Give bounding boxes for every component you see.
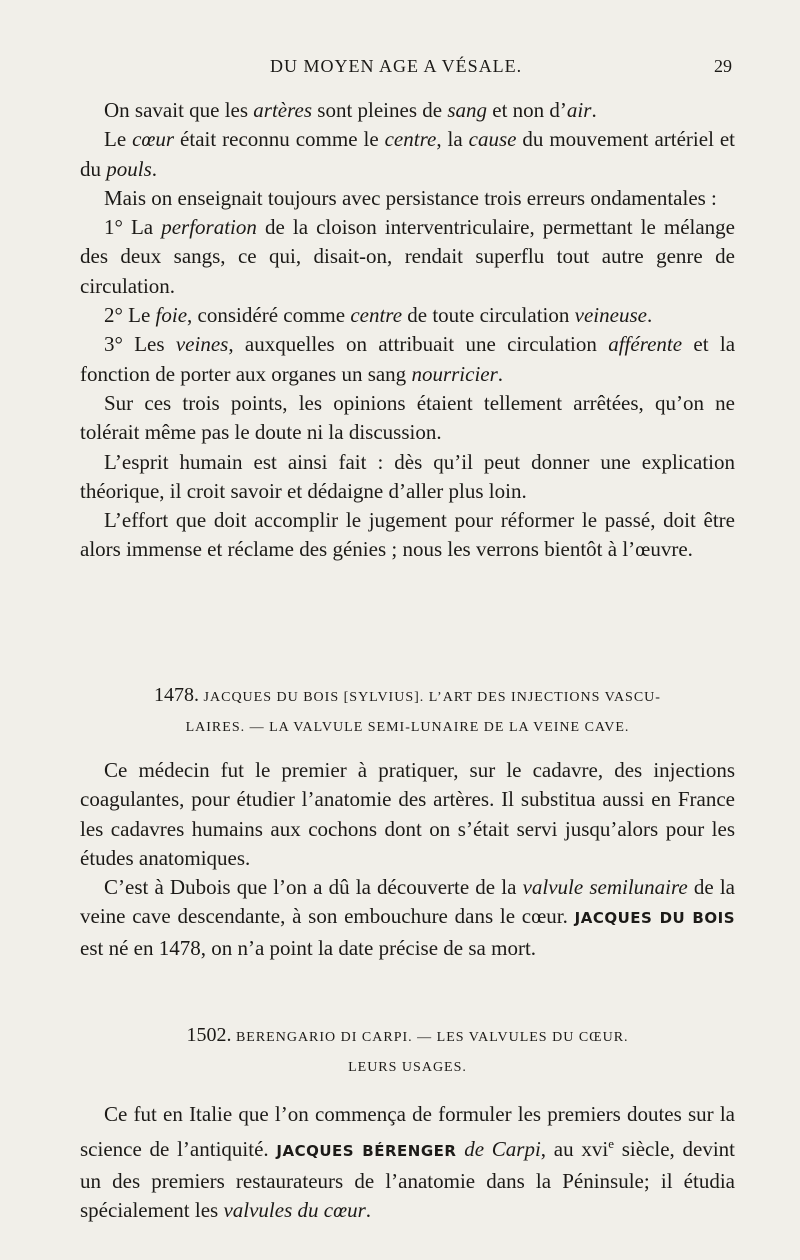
paragraph: Mais on enseignait toujours avec persistance trois erreurs ondamentales : (104, 185, 717, 210)
page-number: 29 (714, 56, 732, 76)
text-block-3 (80, 1100, 735, 1225)
paragraph: L’effort que doit accomplir le jugement pour réformer le passé, doit être alors immense et réclame des génies ; nous les verrons bientôt à l’œuvre. (80, 508, 735, 562)
paragraph: On savait que les artères sont pleines de sang et non d’air. (104, 98, 597, 122)
name-small-caps: JACQUES BÉRENGER (276, 1142, 457, 1161)
section-heading-line: 1502. BERENGARIO DI CARPI. — LES VALVULES DU CŒUR. (186, 1024, 629, 1046)
section-heading-line: 1478. JACQUES DU BOIS [SYLVIUS]. L’ART DES INJECTIONS VASCU- (154, 684, 661, 706)
paragraph: Ce médecin fut le premier à pratiquer, sur le cadavre, des injections coagulantes, pour étudier l’anatomie des artères. Il substitua aussi en France les cadavres humains aux cochons dont on s’était servi jusqu’alors pour les études anatomiques. (80, 758, 735, 870)
paragraph: 3° Les veines, auxquelles on attribuait une circulation afférente et la fonction de porter aux organes un sang nourricier. (80, 332, 736, 386)
section-year: 1478. (154, 684, 200, 706)
paragraph: C’est à Dubois que l’on a dû la découverte de la valvule semilunaire de la veine cave descendante, à son embouchure dans le cœur. JACQUES DU BOIS est né en 1478, on n’a point la date précise de sa mort. (80, 875, 736, 960)
paragraph: Sur ces trois points, les opinions étaient tellement arrêtées, qu’on ne tolérait même pas le doute ni la discussion. (80, 390, 735, 445)
paragraph: L’esprit humain est ainsi fait : dès qu’il peut donner une explication théorique, il croit savoir et dédaigne d’aller plus loin. (80, 449, 735, 503)
section-heading-1502 (80, 1020, 735, 1083)
section-heading-line: LAIRES. — LA VALVULE SEMI-LUNAIRE DE LA VEINE CAVE. (185, 720, 630, 735)
text-block-1 (80, 96, 735, 565)
section-heading-1478 (80, 680, 735, 743)
section-year: 1502. (186, 1024, 232, 1046)
running-title: DU MOYEN AGE A VÉSALE. (270, 56, 523, 76)
paragraph: 1° La perforation de la cloison interventriculaire, permettant le mélange des deux sangs, ce qui, disait-on, rendait superflu tout autre genre de circulation. (80, 215, 736, 298)
text-block-2 (80, 756, 735, 963)
paragraph: Ce fut en Italie que l’on commença de formuler les premiers doutes sur la science de l’antiquité. JACQUES BÉRENGER de Carpi, au xvi$^e$ siècle, devint un des premiers restaurateurs de l’anatomie dans la Péninsule; il étudia spécialement les valvules du cœur. (80, 1102, 736, 1222)
paragraph: 2° Le foie, considéré comme centre de toute circulation veineuse. (104, 303, 653, 328)
running-header (0, 56, 800, 82)
name-small-caps: JACQUES DU BOIS (574, 909, 736, 928)
section-heading-line: LEURS USAGES. (348, 1060, 467, 1075)
paragraph: Le cœur était reconnu comme le centre, la cause du mouvement artériel et du pouls. (80, 127, 736, 181)
